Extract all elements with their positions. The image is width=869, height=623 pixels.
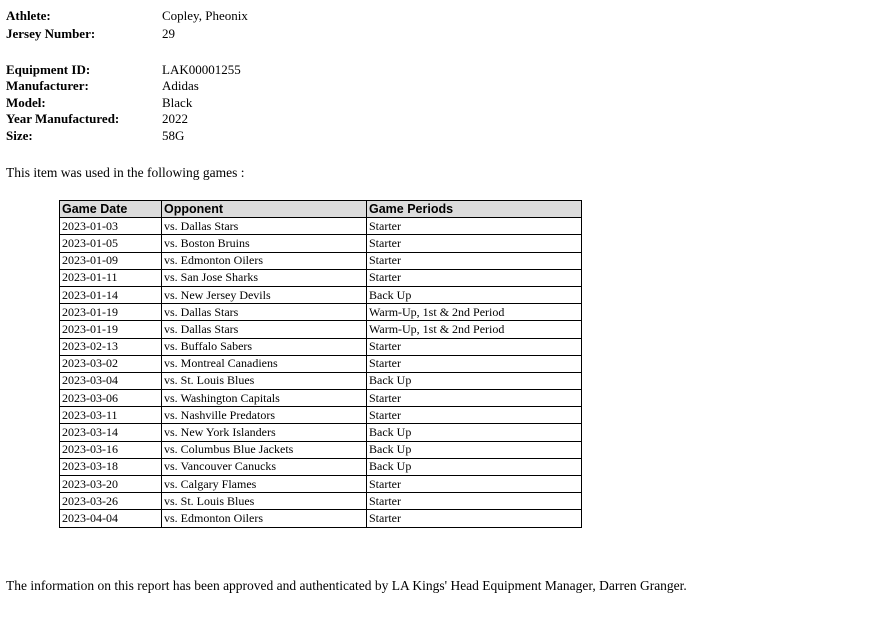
game-date-cell: 2023-03-14 bbox=[60, 424, 162, 441]
game-date-cell: 2023-03-04 bbox=[60, 372, 162, 389]
game-date-cell: 2023-03-18 bbox=[60, 458, 162, 475]
table-row bbox=[60, 218, 582, 235]
game-periods-cell: Starter bbox=[367, 510, 582, 527]
table-row bbox=[60, 286, 582, 303]
opponent-cell: vs. Dallas Stars bbox=[162, 218, 367, 235]
jersey-number-value: 29 bbox=[162, 26, 175, 41]
table-row bbox=[60, 304, 582, 321]
game-periods-cell: Warm-Up, 1st & 2nd Period bbox=[367, 304, 582, 321]
game-periods-cell: Starter bbox=[367, 338, 582, 355]
table-row bbox=[60, 269, 582, 286]
game-periods-cell: Back Up bbox=[367, 458, 582, 475]
game-periods-cell: Back Up bbox=[367, 424, 582, 441]
table-row bbox=[60, 252, 582, 269]
game-date-cell: 2023-04-04 bbox=[60, 510, 162, 527]
games-table bbox=[59, 200, 582, 528]
header-opponent: Opponent bbox=[162, 201, 367, 218]
model-label: Model: bbox=[6, 95, 46, 110]
intro-text: This item was used in the following games : bbox=[6, 165, 245, 180]
model-value: Black bbox=[162, 95, 193, 110]
opponent-cell: vs. Nashville Predators bbox=[162, 407, 367, 424]
year-manufactured-label: Year Manufactured: bbox=[6, 111, 120, 126]
equipment-id-label: Equipment ID: bbox=[6, 62, 91, 77]
game-periods-cell: Starter bbox=[367, 218, 582, 235]
footer-text: The information on this report has been approved and authenticated by LA Kings' Head Equipment Manager, Darren Granger. bbox=[6, 578, 687, 593]
year-manufactured-value: 2022 bbox=[162, 111, 188, 126]
game-date-cell: 2023-01-09 bbox=[60, 252, 162, 269]
header-game-periods: Game Periods bbox=[367, 201, 582, 218]
athlete-value: Copley, Pheonix bbox=[162, 8, 248, 23]
game-date-cell: 2023-01-19 bbox=[60, 304, 162, 321]
size-label: Size: bbox=[6, 128, 33, 143]
game-periods-cell: Starter bbox=[367, 390, 582, 407]
opponent-cell: vs. Edmonton Oilers bbox=[162, 510, 367, 527]
game-periods-cell: Starter bbox=[367, 407, 582, 424]
opponent-cell: vs. Buffalo Sabers bbox=[162, 338, 367, 355]
game-periods-cell: Back Up bbox=[367, 286, 582, 303]
game-periods-cell: Warm-Up, 1st & 2nd Period bbox=[367, 321, 582, 338]
table-row bbox=[60, 372, 582, 389]
manufacturer-label: Manufacturer: bbox=[6, 78, 89, 93]
opponent-cell: vs. Calgary Flames bbox=[162, 476, 367, 493]
game-periods-cell: Starter bbox=[367, 252, 582, 269]
game-periods-cell: Starter bbox=[367, 235, 582, 252]
opponent-cell: vs. New York Islanders bbox=[162, 424, 367, 441]
game-periods-cell: Back Up bbox=[367, 372, 582, 389]
opponent-cell: vs. Columbus Blue Jackets bbox=[162, 441, 367, 458]
game-periods-cell: Starter bbox=[367, 355, 582, 372]
game-periods-cell: Back Up bbox=[367, 441, 582, 458]
opponent-cell: vs. Montreal Canadiens bbox=[162, 355, 367, 372]
table-row bbox=[60, 321, 582, 338]
table-row bbox=[60, 390, 582, 407]
opponent-cell: vs. St. Louis Blues bbox=[162, 372, 367, 389]
table-row bbox=[60, 458, 582, 475]
opponent-cell: vs. New Jersey Devils bbox=[162, 286, 367, 303]
table-row bbox=[60, 510, 582, 527]
opponent-cell: vs. Vancouver Canucks bbox=[162, 458, 367, 475]
jersey-number-label: Jersey Number: bbox=[6, 26, 96, 41]
table-row bbox=[60, 441, 582, 458]
opponent-cell: vs. Boston Bruins bbox=[162, 235, 367, 252]
game-date-cell: 2023-03-11 bbox=[60, 407, 162, 424]
athlete-label: Athlete: bbox=[6, 8, 51, 23]
opponent-cell: vs. Dallas Stars bbox=[162, 304, 367, 321]
table-header-row bbox=[60, 201, 582, 218]
game-date-cell: 2023-02-13 bbox=[60, 338, 162, 355]
game-periods-cell: Starter bbox=[367, 476, 582, 493]
game-date-cell: 2023-03-26 bbox=[60, 493, 162, 510]
game-date-cell: 2023-03-16 bbox=[60, 441, 162, 458]
equipment-id-value: LAK00001255 bbox=[162, 62, 241, 77]
opponent-cell: vs. San Jose Sharks bbox=[162, 269, 367, 286]
opponent-cell: vs. Dallas Stars bbox=[162, 321, 367, 338]
game-date-cell: 2023-03-06 bbox=[60, 390, 162, 407]
game-date-cell: 2023-03-02 bbox=[60, 355, 162, 372]
game-date-cell: 2023-01-05 bbox=[60, 235, 162, 252]
table-row bbox=[60, 476, 582, 493]
header-game-date: Game Date bbox=[60, 201, 162, 218]
game-date-cell: 2023-01-14 bbox=[60, 286, 162, 303]
size-value: 58G bbox=[162, 128, 185, 143]
opponent-cell: vs. Edmonton Oilers bbox=[162, 252, 367, 269]
game-date-cell: 2023-01-19 bbox=[60, 321, 162, 338]
table-row bbox=[60, 493, 582, 510]
opponent-cell: vs. Washington Capitals bbox=[162, 390, 367, 407]
game-date-cell: 2023-03-20 bbox=[60, 476, 162, 493]
table-row bbox=[60, 355, 582, 372]
table-row bbox=[60, 407, 582, 424]
table-row bbox=[60, 424, 582, 441]
game-periods-cell: Starter bbox=[367, 493, 582, 510]
table-row bbox=[60, 235, 582, 252]
game-date-cell: 2023-01-11 bbox=[60, 269, 162, 286]
game-periods-cell: Starter bbox=[367, 269, 582, 286]
game-date-cell: 2023-01-03 bbox=[60, 218, 162, 235]
table-row bbox=[60, 338, 582, 355]
opponent-cell: vs. St. Louis Blues bbox=[162, 493, 367, 510]
manufacturer-value: Adidas bbox=[162, 78, 199, 93]
